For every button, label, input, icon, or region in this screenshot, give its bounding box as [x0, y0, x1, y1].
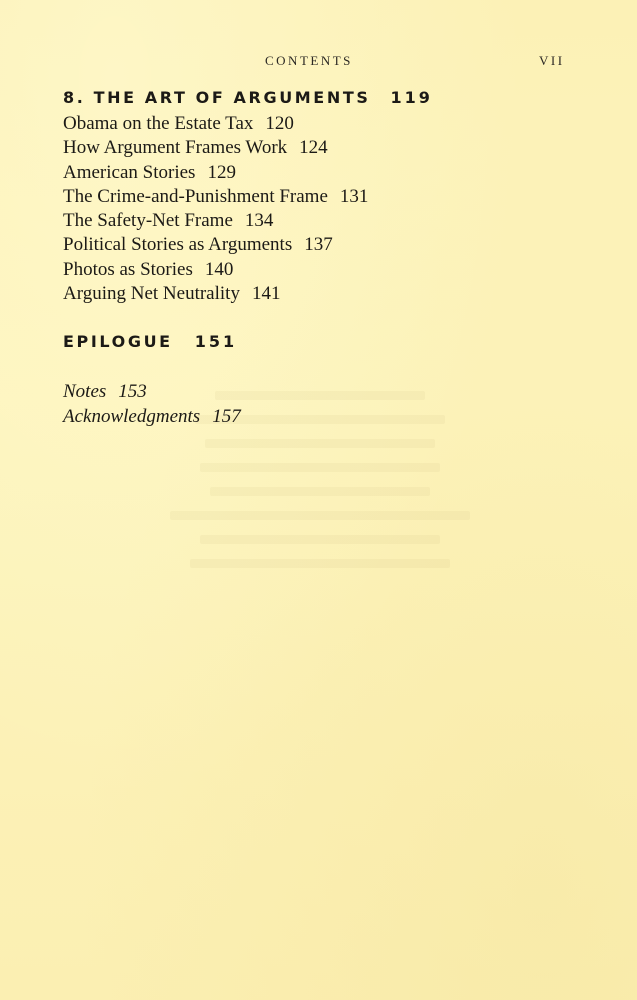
- back-matter-title: Notes: [63, 381, 107, 402]
- toc-entry-page: 131: [339, 185, 369, 207]
- toc-entry-title: How Argument Frames Work: [63, 137, 288, 159]
- back-matter-entry: [63, 379, 241, 404]
- toc-entry-title: American Stories: [63, 161, 196, 183]
- toc-entry: [63, 233, 368, 257]
- toc-entry-page: 140: [204, 258, 234, 280]
- toc-entry-page: 141: [251, 283, 281, 305]
- toc-entry-title: The Crime-and-Punishment Frame: [63, 185, 328, 207]
- toc-entry: [63, 209, 368, 233]
- chapter-page-number: 119: [390, 88, 433, 107]
- toc-entry: [63, 282, 368, 306]
- toc-entry-title: The Safety-Net Frame: [63, 210, 233, 232]
- back-matter-page: 153: [118, 381, 147, 402]
- epilogue-page-number: 151: [194, 332, 238, 351]
- chapter-title: 8. THE ART OF ARGUMENTS: [63, 88, 371, 107]
- running-title: CONTENTS: [265, 53, 353, 68]
- toc-entry: [63, 185, 368, 209]
- toc-entry: [63, 112, 368, 136]
- toc-entry-page: 124: [299, 137, 328, 159]
- chapter-heading: [63, 88, 433, 107]
- toc-entry: [63, 136, 368, 160]
- epilogue-title: EPILOGUE: [63, 332, 173, 351]
- toc-entry-page: 120: [265, 113, 294, 134]
- toc-entry-page: 129: [207, 161, 236, 183]
- toc-entry-title: Arguing Net Neutrality: [63, 283, 240, 305]
- toc-entry: [63, 161, 368, 185]
- epilogue-heading: [63, 332, 237, 351]
- back-matter-list: [63, 379, 241, 429]
- back-matter-title: Acknowledgments: [63, 406, 201, 427]
- back-matter-entry: [63, 404, 241, 429]
- toc-entry-page: 134: [244, 210, 274, 232]
- page-number: VII: [539, 53, 565, 68]
- chapter-entries: [63, 112, 368, 306]
- toc-entry: [63, 258, 368, 282]
- toc-entry-title: Photos as Stories: [63, 258, 193, 280]
- back-matter-page: 157: [212, 406, 241, 427]
- toc-entry-title: Political Stories as Arguments: [63, 234, 293, 256]
- toc-entry-page: 137: [304, 234, 333, 256]
- toc-entry-title: Obama on the Estate Tax: [63, 113, 254, 134]
